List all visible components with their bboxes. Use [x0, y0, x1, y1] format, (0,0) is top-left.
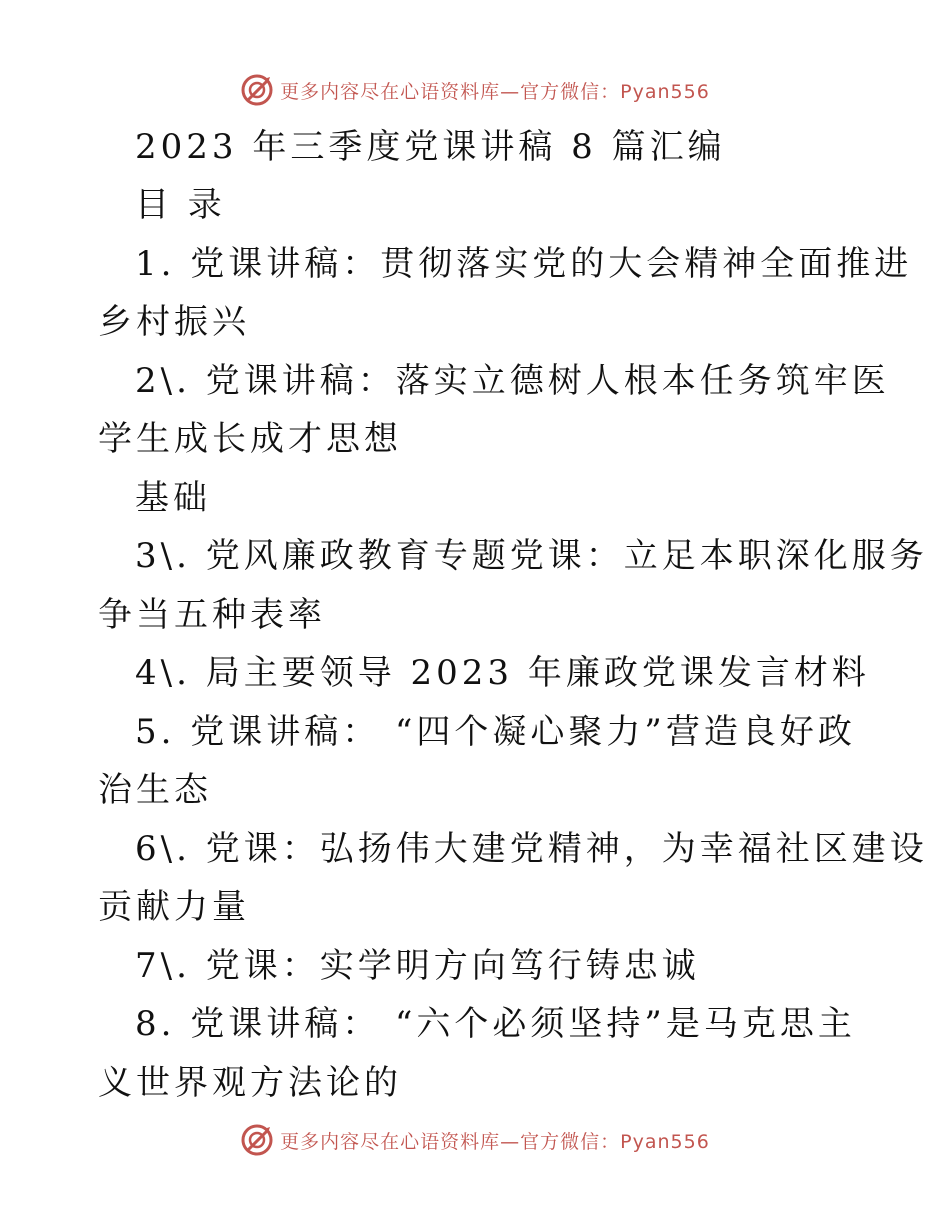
- toc-item-2-cont: 学生成长成才思想: [98, 419, 402, 459]
- toc-item-7: 7\. 党课：实学明方向笃行铸忠诚: [135, 946, 700, 986]
- toc-item-1: 1. 党课讲稿：贯彻落实党的大会精神全面推进: [135, 244, 913, 284]
- toc-item-5-cont: 治生态: [98, 770, 212, 810]
- watermark-group: [240, 73, 710, 107]
- toc-item-8-cont: 义世界观方法论的: [98, 1063, 402, 1103]
- seal-logo-icon: [240, 73, 274, 107]
- header-watermark: [0, 70, 950, 110]
- seal-logo-icon: [240, 1123, 274, 1157]
- toc-item-6: 6\. 党课：弘扬伟大建党精神，为幸福社区建设: [135, 829, 928, 869]
- watermark-group: [240, 1123, 710, 1157]
- toc-item-2-cont2: 基础: [135, 478, 211, 518]
- toc-item-4: 4\. 局主要领导 2023 年廉政党课发言材料: [135, 653, 870, 693]
- watermark-text: 更多内容尽在心语资料库—官方微信：Pyan556: [280, 1130, 710, 1153]
- footer-watermark: [0, 1120, 950, 1160]
- toc-item-2: 2\. 党课讲稿：落实立德树人根本任务筑牢医: [135, 361, 890, 401]
- toc-heading: 目 录: [135, 185, 226, 225]
- toc-item-3: 3\. 党风廉政教育专题党课：立足本职深化服务: [135, 536, 928, 576]
- toc-item-1-cont: 乡村振兴: [98, 302, 250, 342]
- toc-item-6-cont: 贡献力量: [98, 887, 250, 927]
- document-title: 2023 年三季度党课讲稿 8 篇汇编: [135, 127, 726, 167]
- watermark-text: 更多内容尽在心语资料库—官方微信：Pyan556: [280, 80, 710, 103]
- toc-item-3-cont: 争当五种表率: [98, 595, 326, 635]
- toc-item-5: 5. 党课讲稿： “四个凝心聚力”营造良好政: [135, 712, 856, 752]
- toc-item-8: 8. 党课讲稿： “六个必须坚持”是马克思主: [135, 1004, 856, 1044]
